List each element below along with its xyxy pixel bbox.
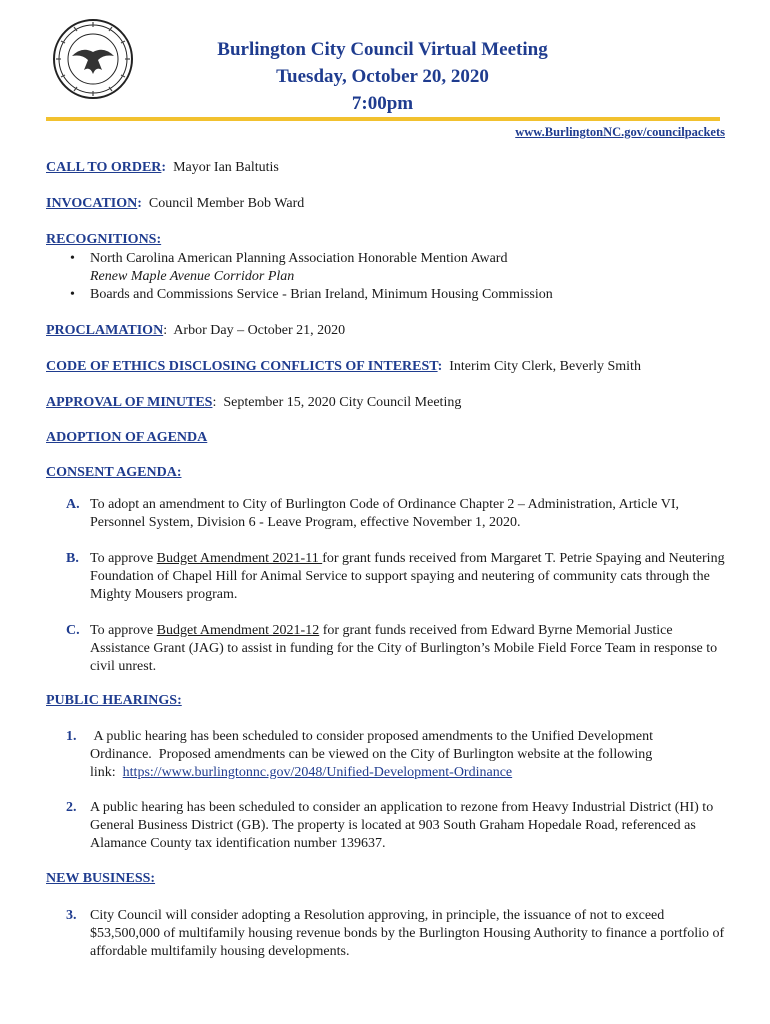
meeting-date: Tuesday, October 20, 2020 — [276, 66, 489, 87]
recognition-subtitle: Renew Maple Avenue Corridor Plan — [90, 269, 295, 284]
proclamation-text: Arbor Day – October 21, 2020 — [173, 323, 346, 338]
new-business-item-3: 3. City Council will consider adopting a Resolution approving, in principle, the issuance of not to exceed $53,500,000 of multifamily housing revenue bonds by the Burlington Housing Authority to finance a portfolio of affordable multifamily housing developments. — [66, 908, 725, 959]
list-item: • North Carolina American Planning Association Honorable Mention Award Renew Maple Avenue Corridor Plan — [70, 250, 553, 286]
call-to-order-heading: CALL TO ORDER — [46, 160, 162, 175]
new-business-heading: NEW BUSINESS: — [46, 871, 156, 886]
consent-item-a: A. To adopt an amendment to City of Burlington Code of Ordinance Chapter 2 – Administration, Article VI, Personnel System, Division 6 - Leave Program, effective November 1, 2020. — [66, 497, 679, 530]
minutes-section: APPROVAL OF MINUTES: September 15, 2020 City Council Meeting — [46, 395, 462, 410]
consent-agenda-heading: CONSENT AGENDA: — [46, 465, 182, 480]
invocation-section: INVOCATION: Council Member Bob Ward — [46, 196, 305, 211]
call-to-order-text: Mayor Ian Baltutis — [173, 160, 279, 175]
ethics-text: Interim City Clerk, Beverly Smith — [449, 359, 641, 374]
budget-amendment-2021-12: Budget Amendment 2021-12 — [156, 623, 320, 638]
council-packets-link[interactable]: www.BurlingtonNC.gov/councilpackets — [515, 125, 725, 139]
ethics-heading: CODE OF ETHICS DISCLOSING CONFLICTS OF INTEREST — [46, 359, 438, 374]
meeting-title-line1: Burlington City Council Virtual Meeting — [217, 39, 548, 60]
public-hearing-item-1: 1. A public hearing has been scheduled to consider proposed amendments to the Unified Development Ordinance. Proposed amendments can be viewed on the City of Burlington website at the following link: https://www.burlingtonnc.gov/2048/Unified-Development-Ordinance — [66, 729, 653, 780]
public-hearing-item-2: 2. A public hearing has been scheduled to consider an application to rezone from Heavy Industrial District (HI) to General Business District (GB). The property is located at 903 South Graham Hopedale Road, referenced as Alamance County tax identification number 139637. — [66, 800, 714, 851]
list-item: • Boards and Commissions Service - Brian Ireland, Minimum Housing Commission — [70, 286, 553, 304]
meeting-title — [140, 36, 625, 117]
header-divider — [46, 117, 720, 121]
consent-item-c: C. To approve Budget Amendment 2021-12 for grant funds received from Edward Byrne Memorial Justice Assistance Grant (JAG) to assist in funding for the City of Burlington’s Mobile Field Force Team in response to civil unrest. — [66, 623, 718, 674]
udo-link[interactable]: https://www.burlingtonnc.gov/2048/Unified-Development-Ordinance — [122, 765, 513, 780]
ethics-section: CODE OF ETHICS DISCLOSING CONFLICTS OF INTEREST: Interim City Clerk, Beverly Smith — [46, 359, 641, 374]
adoption-of-agenda-heading: ADOPTION OF AGENDA — [46, 430, 208, 445]
recognitions-list — [70, 250, 553, 304]
invocation-text: Council Member Bob Ward — [148, 196, 305, 211]
minutes-text: September 15, 2020 City Council Meeting — [223, 395, 462, 410]
proclamation-section: PROCLAMATION: Arbor Day – October 21, 2020 — [46, 323, 346, 338]
recognitions-heading: RECOGNITIONS: — [46, 232, 162, 247]
proclamation-heading: PROCLAMATION — [46, 323, 164, 338]
call-to-order-section: CALL TO ORDER: Mayor Ian Baltutis — [46, 160, 279, 175]
meeting-time: 7:00pm — [351, 93, 414, 114]
invocation-heading: INVOCATION — [46, 196, 138, 211]
budget-amendment-2021-11: Budget Amendment 2021-11 — [156, 551, 323, 566]
consent-item-b: B. To approve Budget Amendment 2021-11 for grant funds received from Margaret T. Petrie Spaying and Neutering Foundation of Chapel Hill for Animal Service to support spaying and neutering of community cats through the Mighty Mousers program. — [66, 551, 725, 602]
city-seal-icon — [52, 18, 134, 100]
minutes-heading: APPROVAL OF MINUTES — [46, 395, 213, 410]
public-hearings-heading: PUBLIC HEARINGS: — [46, 693, 182, 708]
